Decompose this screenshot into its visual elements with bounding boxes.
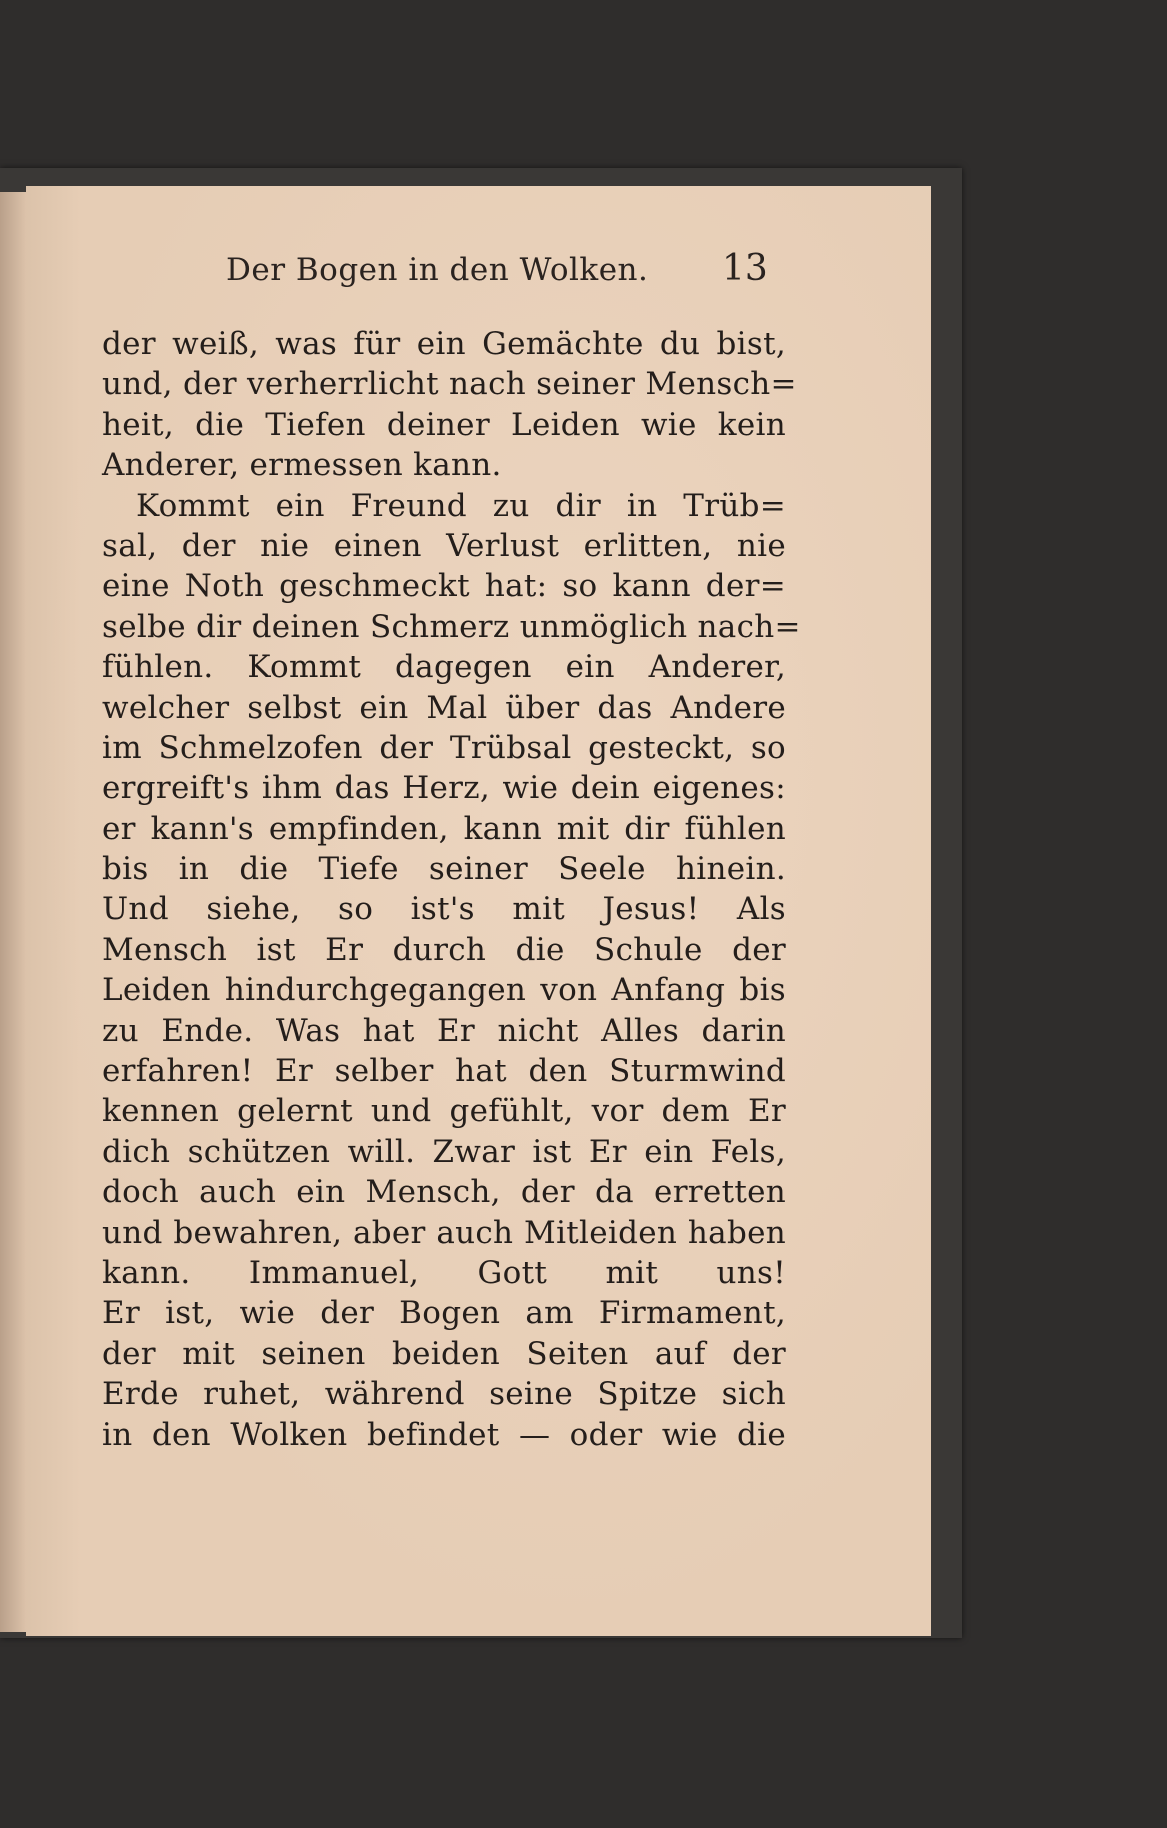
- text-line: selbe dir deinen Schmerz unmöglich nach=: [102, 608, 801, 645]
- running-title: Der Bogen in den Wolken.: [226, 252, 649, 288]
- text-line: Mensch ist Er durch die Schule der: [102, 931, 786, 968]
- text-line: Leiden hindurchgegangen von Anfang bis: [102, 972, 786, 1009]
- book-page: [26, 186, 931, 1636]
- text-line: Anderer, ermessen kann.: [102, 447, 502, 484]
- text-line: kennen gelernt und gefühlt, vor dem Er: [102, 1093, 786, 1130]
- text-line: dich schützen will. Zwar ist Er ein Fels,: [102, 1133, 786, 1170]
- text-line: zu Ende. Was hat Er nicht Alles darin: [102, 1012, 786, 1049]
- text-line: und bewahren, aber auch Mitleiden haben: [102, 1214, 786, 1251]
- page-number: 13: [722, 248, 768, 289]
- page-edge: [0, 192, 26, 1632]
- page-header: [26, 246, 931, 302]
- text-line: im Schmelzofen der Trübsal gesteckt, so: [102, 729, 786, 766]
- text-line: heit, die Tiefen deiner Leiden wie kein: [102, 406, 786, 443]
- text-line: Er ist, wie der Bogen am Firmament,: [102, 1295, 786, 1332]
- text-line: Und siehe, so ist's mit Jesus! Als: [102, 891, 786, 928]
- text-line: fühlen. Kommt dagegen ein Anderer,: [102, 649, 786, 686]
- text-line: der weiß, was für ein Gemächte du bist,: [102, 326, 786, 362]
- text-line: der mit seinen beiden Seiten auf der: [102, 1335, 786, 1372]
- text-line: sal, der nie einen Verlust erlitten, nie: [102, 527, 786, 564]
- text-line: Erde ruhet, während seine Spitze sich: [102, 1376, 786, 1413]
- text-line: in den Wolken befindet — oder wie die: [102, 1416, 786, 1453]
- text-line: erfahren! Er selber hat den Sturmwind: [102, 1053, 786, 1090]
- text-line: bis in die Tiefe seiner Seele hinein.: [102, 851, 786, 888]
- text-line: er kann's empfinden, kann mit dir fühlen: [102, 810, 786, 847]
- text-line: kann. Immanuel, Gott mit uns!: [102, 1254, 786, 1291]
- text-line: doch auch ein Mensch, der da erretten: [102, 1174, 786, 1211]
- text-line: und, der verherrlicht nach seiner Mensch=: [102, 366, 797, 403]
- text-line: Kommt ein Freund zu dir in Trüb=: [136, 487, 786, 524]
- body-text: [102, 324, 801, 1455]
- text-line: eine Noth geschmeckt hat: so kann der=: [102, 568, 786, 605]
- text-line: ergreift's ihm das Herz, wie dein eigenes:: [102, 770, 786, 807]
- text-line: welcher selbst ein Mal über das Andere: [102, 689, 786, 726]
